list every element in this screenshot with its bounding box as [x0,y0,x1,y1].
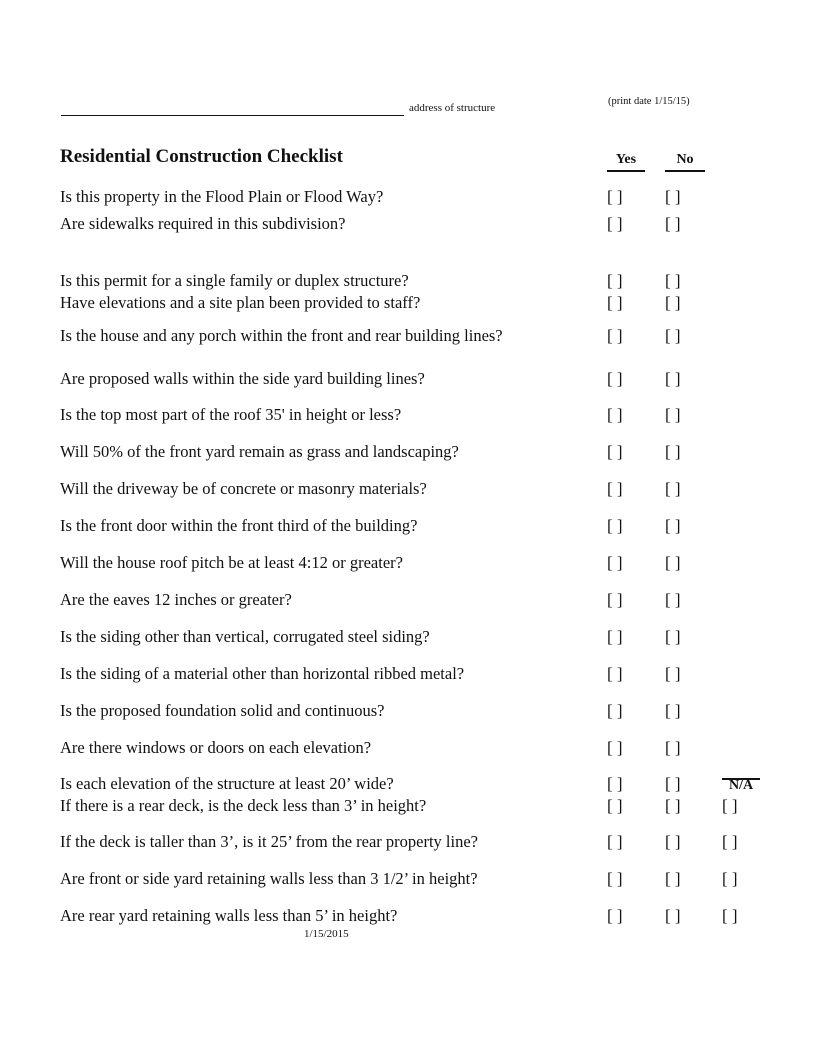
yes-checkbox[interactable]: [ ] [607,187,623,206]
question-text: Is the front door within the front third of the building? [60,516,418,535]
column-header-no: No [676,152,694,167]
column-header-yes: Yes [615,152,637,167]
yes-checkbox[interactable]: [ ] [607,271,623,290]
yes-checkbox[interactable]: [ ] [607,906,623,925]
question-text: Have elevations and a site plan been provided to staff? [60,293,421,312]
yes-checkbox[interactable]: [ ] [607,701,623,720]
question-text: Are the eaves 12 inches or greater? [60,590,292,609]
question-text: If the deck is taller than 3’, is it 25’ from the rear property line? [60,832,478,851]
column-header-na-overline [722,778,760,780]
no-checkbox[interactable]: [ ] [665,553,681,572]
question-text: Is each elevation of the structure at least 20’ wide? [60,774,394,793]
question-text: Are front or side yard retaining walls less than 3 1/2’ in height? [60,869,478,888]
question-text: Are there windows or doors on each elevation? [60,738,372,757]
no-checkbox[interactable]: [ ] [665,479,681,498]
no-checkbox[interactable]: [ ] [665,271,681,290]
print-date: (print date 1/15/15) [608,96,690,107]
no-checkbox[interactable]: [ ] [665,405,681,424]
yes-checkbox[interactable]: [ ] [607,293,623,312]
yes-checkbox[interactable]: [ ] [607,869,623,888]
yes-checkbox[interactable]: [ ] [607,832,623,851]
question-text: Is the siding of a material other than horizontal ribbed metal? [60,664,465,683]
no-checkbox[interactable]: [ ] [665,701,681,720]
no-checkbox[interactable]: [ ] [665,627,681,646]
yes-checkbox[interactable]: [ ] [607,369,623,388]
question-text: Are rear yard retaining walls less than 5’ in height? [60,906,398,925]
question-text: Is this permit for a single family or duplex structure? [60,271,409,290]
na-checkbox[interactable]: [ ] [722,869,738,888]
no-checkbox[interactable]: [ ] [665,516,681,535]
no-checkbox[interactable]: [ ] [665,906,681,925]
question-text: Will 50% of the front yard remain as grass and landscaping? [60,442,459,461]
no-checkbox[interactable]: [ ] [665,442,681,461]
yes-checkbox[interactable]: [ ] [607,516,623,535]
yes-checkbox[interactable]: [ ] [607,214,623,233]
address-blank-line[interactable] [61,115,404,116]
no-checkbox[interactable]: [ ] [665,774,681,793]
question-text: Will the house roof pitch be at least 4:12 or greater? [60,553,403,572]
question-text: Are sidewalks required in this subdivision? [60,214,346,233]
column-header-no-underline [665,170,705,172]
no-checkbox[interactable]: [ ] [665,187,681,206]
yes-checkbox[interactable]: [ ] [607,442,623,461]
question-text: Are proposed walls within the side yard building lines? [60,369,425,388]
no-checkbox[interactable]: [ ] [665,590,681,609]
column-header-na: N/A [728,778,754,793]
no-checkbox[interactable]: [ ] [665,214,681,233]
question-text: Is the top most part of the roof 35' in height or less? [60,405,402,424]
column-header-yes-underline [607,170,645,172]
na-checkbox[interactable]: [ ] [722,906,738,925]
no-checkbox[interactable]: [ ] [665,869,681,888]
no-checkbox[interactable]: [ ] [665,796,681,815]
no-checkbox[interactable]: [ ] [665,293,681,312]
yes-checkbox[interactable]: [ ] [607,479,623,498]
yes-checkbox[interactable]: [ ] [607,796,623,815]
address-label: address of structure [409,102,496,114]
yes-checkbox[interactable]: [ ] [607,664,623,683]
na-checkbox[interactable]: [ ] [722,796,738,815]
no-checkbox[interactable]: [ ] [665,738,681,757]
question-text: Is the house and any porch within the front and rear building lines? [60,326,503,345]
question-text: Is the siding other than vertical, corrugated steel siding? [60,627,430,646]
no-checkbox[interactable]: [ ] [665,832,681,851]
no-checkbox[interactable]: [ ] [665,369,681,388]
question-text: If there is a rear deck, is the deck less than 3’ in height? [60,796,427,815]
question-text: Is the proposed foundation solid and continuous? [60,701,385,720]
yes-checkbox[interactable]: [ ] [607,774,623,793]
yes-checkbox[interactable]: [ ] [607,326,623,345]
no-checkbox[interactable]: [ ] [665,664,681,683]
yes-checkbox[interactable]: [ ] [607,738,623,757]
na-checkbox[interactable]: [ ] [722,832,738,851]
yes-checkbox[interactable]: [ ] [607,405,623,424]
page-title: Residential Construction Checklist [60,146,343,167]
yes-checkbox[interactable]: [ ] [607,590,623,609]
no-checkbox[interactable]: [ ] [665,326,681,345]
question-text: Is this property in the Flood Plain or Flood Way? [60,187,384,206]
yes-checkbox[interactable]: [ ] [607,553,623,572]
footer-date: 1/15/2015 [304,928,349,940]
question-text: Will the driveway be of concrete or masonry materials? [60,479,427,498]
yes-checkbox[interactable]: [ ] [607,627,623,646]
